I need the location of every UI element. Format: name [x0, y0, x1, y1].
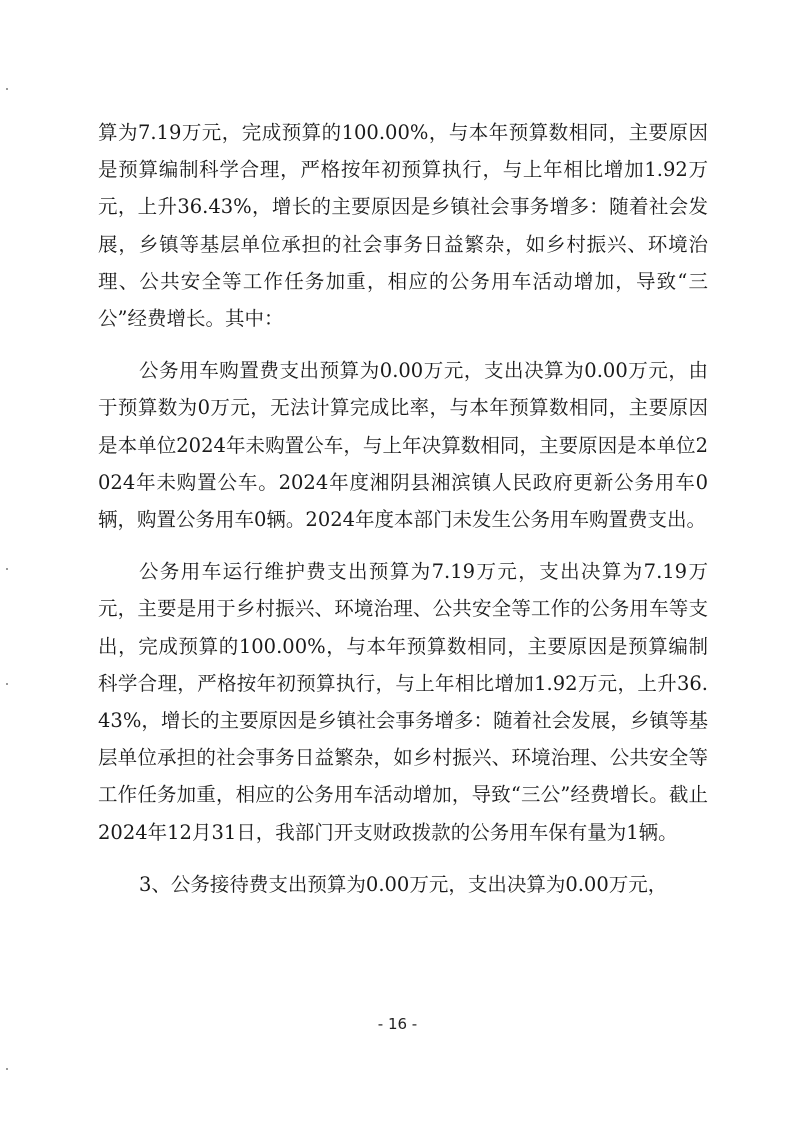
paragraph-continuation: 算为7.19万元，完成预算的100.00%，与本年预算数相同，主要原因是预算编制科学合理，严格按年初预算执行，与上年相比增加1.92万元，上升36.43%，增长的主要原因是乡镇社会事务增多：随着社会发展，乡镇等基层单位承担的社会事务日益繁杂，如乡村振兴、环境治理、公共安全等工作任务加重，相应的公务用车活动增加，导致“三公”经费增长。其中：	[98, 121, 708, 331]
page-number: - 16 -	[377, 1015, 418, 1033]
scan-margin-mark	[6, 568, 8, 570]
paragraph-vehicle-purchase: 公务用车购置费支出预算为0.00万元，支出决算为0.00万元，由于预算数为0万元，无法计算完成比率，与本年预算数相同，主要原因是本单位2024年未购置公车，与上年决算数相同，主要原因是本单位2024年未购置公车。2024年度湘阴县湘滨镇人民政府更新公务用车0辆，购置公务用车0辆。2024年度本部门未发生公务用车购置费支出。	[98, 359, 708, 532]
paragraph-gap	[98, 538, 708, 553]
body-text	[98, 114, 708, 903]
scan-margin-mark	[6, 1068, 8, 1070]
scan-margin-mark	[6, 683, 8, 685]
paragraph-gap	[98, 337, 708, 352]
scan-margin-mark	[6, 88, 8, 90]
paragraph-gap	[98, 851, 708, 866]
paragraph-vehicle-maintenance: 公务用车运行维护费支出预算为7.19万元，支出决算为7.19万元，主要是用于乡村振兴、环境治理、公共安全等工作的公务用车等支出，完成预算的100.00%，与本年预算数相同，主要原因是预算编制科学合理，严格按年初预算执行，与上年相比增加1.92万元，上升36.43%，增长的主要原因是乡镇社会事务增多：随着社会发展，乡镇等基层单位承担的社会事务日益繁杂，如乡村振兴、环境治理、公共安全等工作任务加重，相应的公务用车活动增加，导致“三公”经费增长。截止2024年12月31日，我部门开支财政拨款的公务用车保有量为1辆。	[98, 560, 708, 844]
paragraph-reception-expense: 3、公务接待费支出预算为0.00万元，支出决算为0.00万元，	[139, 872, 668, 896]
